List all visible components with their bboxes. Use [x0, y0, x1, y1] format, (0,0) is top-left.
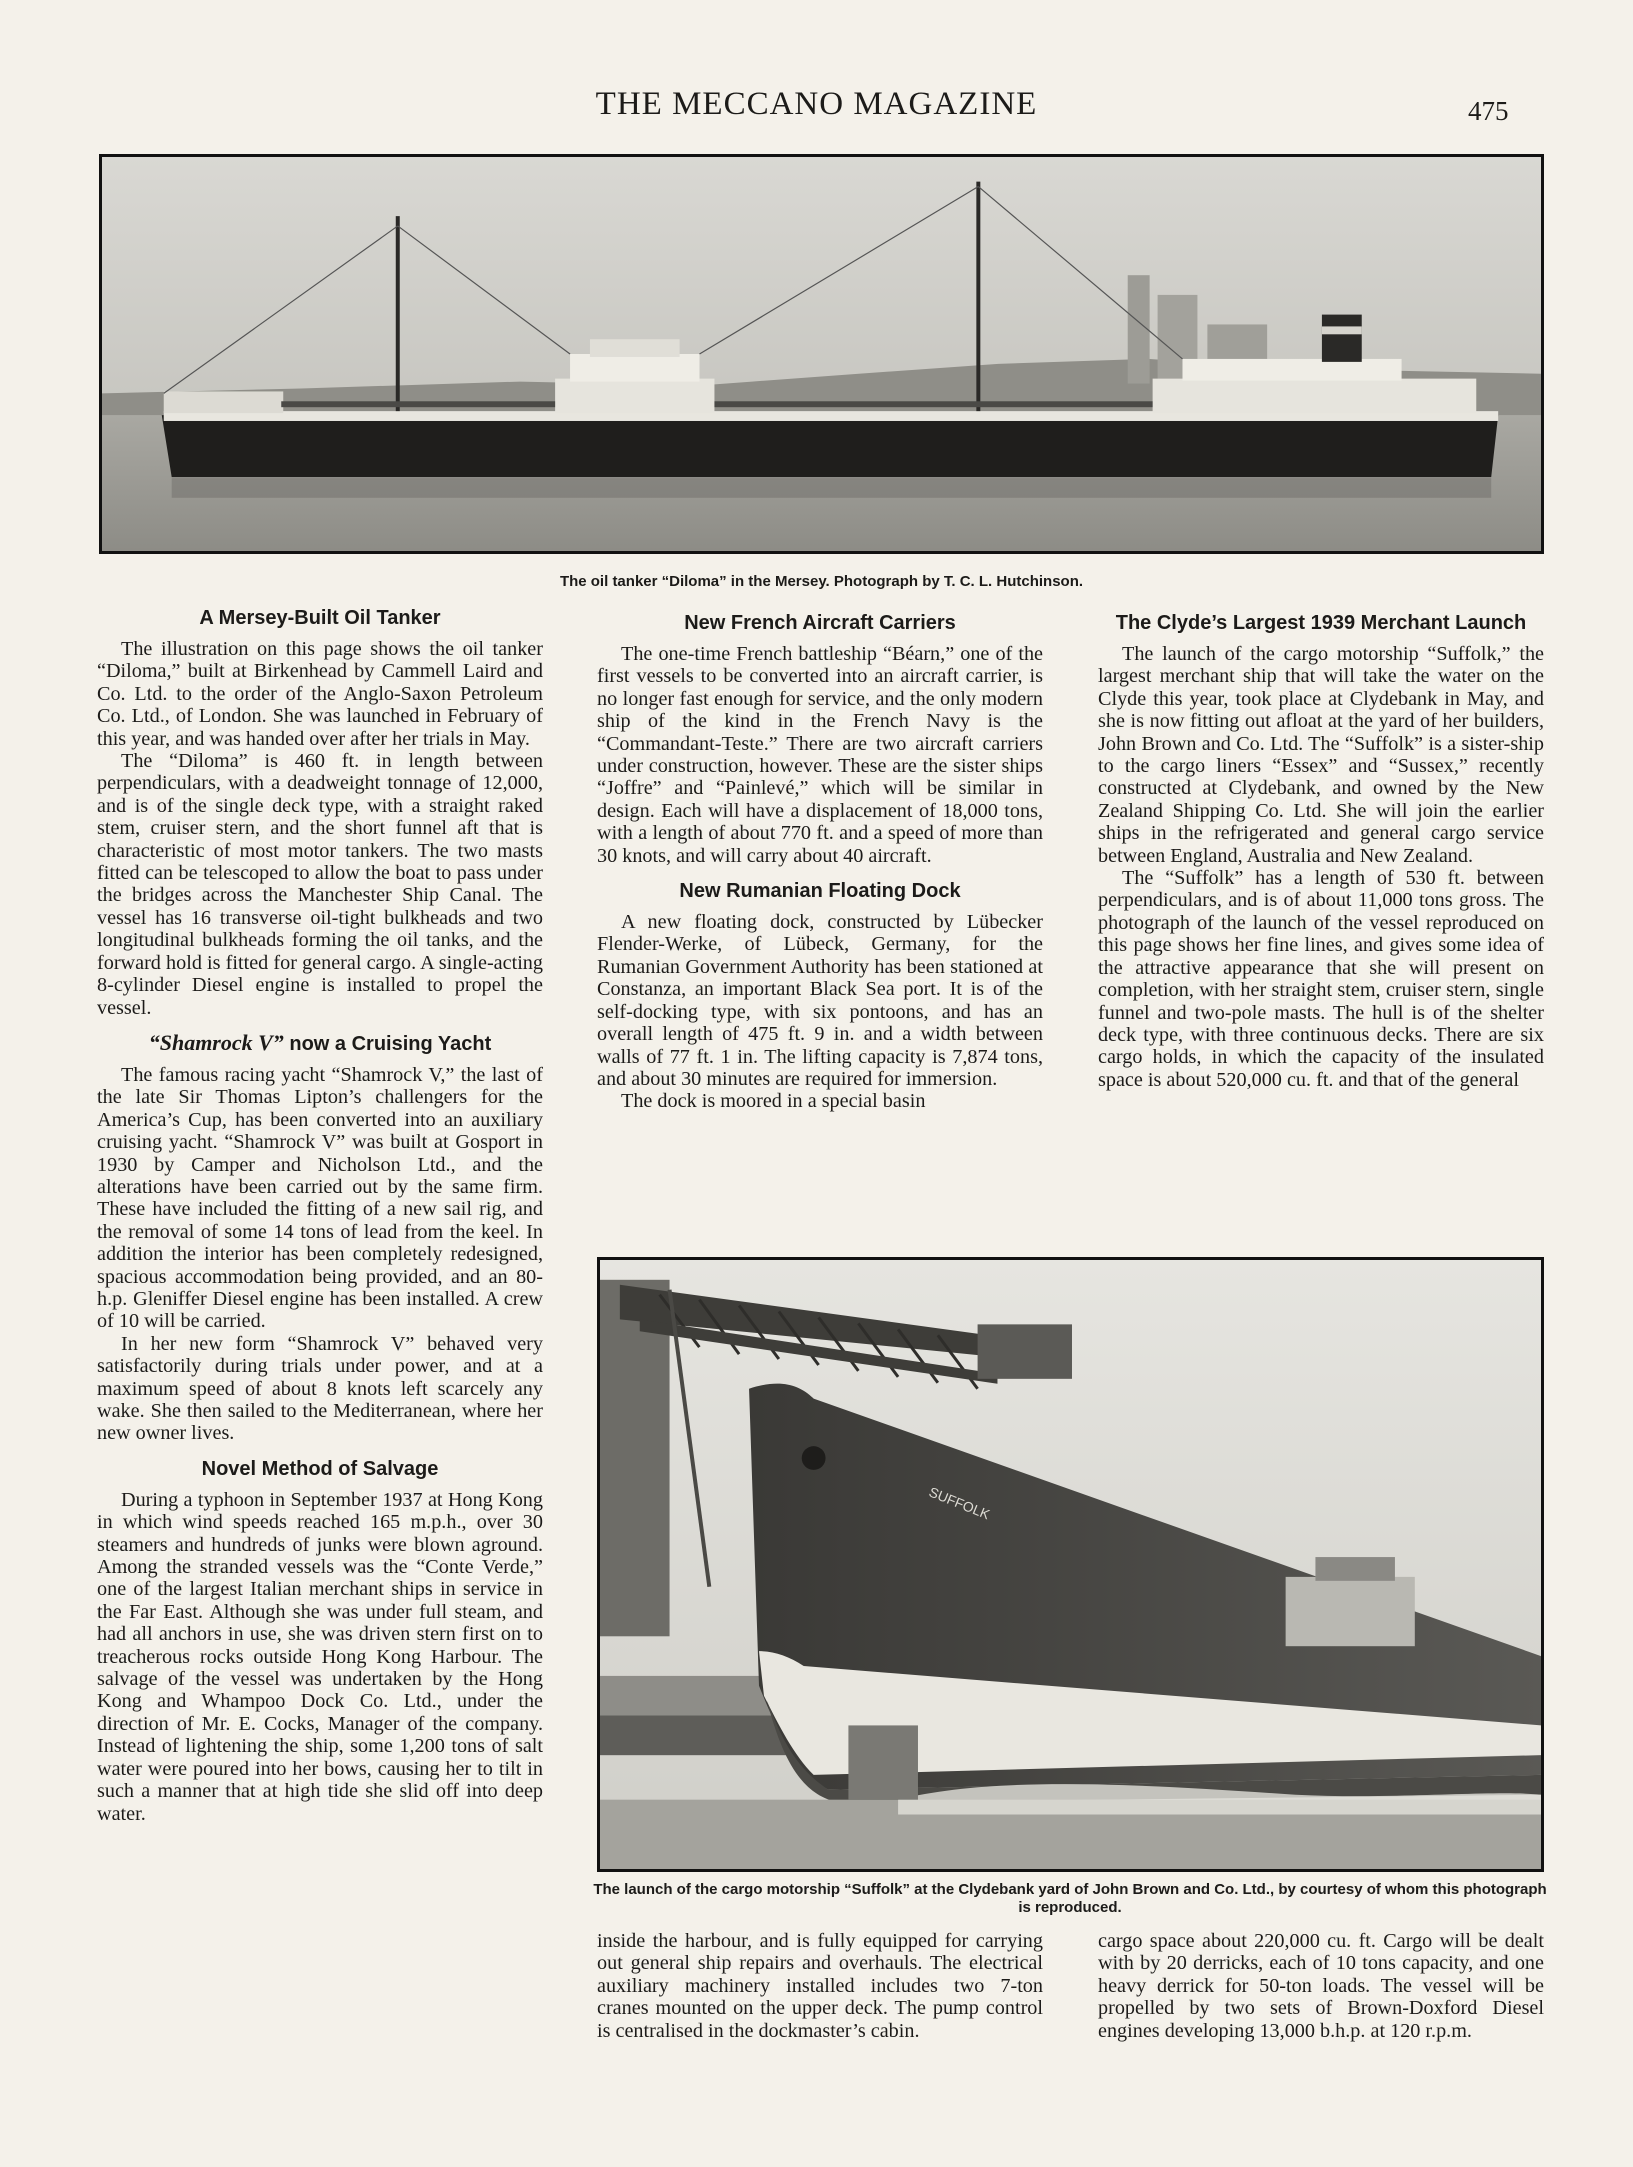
tanker-illustration	[102, 157, 1541, 551]
paragraph: The dock is moored in a special basin	[621, 1090, 926, 1113]
column-3-continued	[1098, 1930, 1544, 2042]
suffolk-launch-photo	[597, 1257, 1544, 1872]
paragraph: The one-time French battleship “Béarn,” one of the first vessels to be converted into an aircraft carrier, is no longer fast enough for service, and the only modern ship of the kind in the French Navy is the “Commandant-Teste.” There are two aircraft carriers under construction, however. These are the sister ships “Joffre” and “Painlevé,” which will be similar in design. Each will have a displacement of 18,000 tons, with a length of about 770 ft. and a speed of more than 30 knots, and will carry about 40 aircraft.	[597, 643, 1043, 867]
tanker-photo-caption: The oil tanker “Diloma” in the Mersey. Photograph by T. C. L. Hutchinson.	[559, 573, 1084, 590]
column-1	[97, 602, 543, 1825]
paragraph: The launch of the cargo motorship “Suffolk,” the largest merchant ship that will take the water on the Clyde this year, took place at Clydebank in May, and she is now fitting out afloat at the yard of her builders, John Brown and Co. Ltd. The “Suffolk” is a sister-ship to the cargo liners “Essex” and “Sussex,” recently constructed at Clydebank, and owned by the New Zealand Shipping Co. Ltd. She will join the earlier ships in the refrigerated and general cargo service between England, Australia and New Zealand.	[1098, 643, 1544, 867]
suffolk-illustration	[600, 1260, 1541, 1869]
paragraph: inside the harbour, and is fully equipped for carrying out general ship repairs and overhauls. The electrical auxiliary machinery installed includes two 7-ton cranes mounted on the upper deck. The pump control is centralised in the dockmaster’s cabin.	[597, 1930, 1043, 2042]
hull-name-text: SUFFOLK	[926, 1483, 993, 1523]
paragraph: The “Suffolk” has a length of 530 ft. between perpendiculars, and is of about 11,000 tons gross. The photograph of the launch of the vessel reproduced on this page shows her fine lines, and gives some idea of the attractive appearance that she will present on completion, with her straight stem, cruiser stern, single funnel and two-pole masts. The hull is of the shelter deck type, with three continuous decks. There are six cargo holds, in which the capacity of the insulated space is about 520,000 cu. ft. and that of the general	[1098, 867, 1544, 1091]
page-number: 475	[1468, 96, 1509, 126]
heading-shamrock-v-rest: now a Cruising Yacht	[283, 1032, 492, 1055]
suffolk-photo-caption: The launch of the cargo motorship “Suffolk” at the Clydebank yard of John Brown and Co. Ltd., by courtesy of whom this photograph is reproduced.	[593, 1881, 1547, 1916]
heading-shamrock-v-italic: “Shamrock V”	[148, 1029, 284, 1055]
paragraph: The famous racing yacht “Shamrock V,” the last of the late Sir Thomas Lipton’s challengers for the America’s Cup, has been converted into an auxiliary cruising yacht. “Shamrock V” was built at Gosport in 1930 by Camper and Nicholson Ltd., and the alterations have been carried out by the same firm. These have included the fitting of a new sail rig, and the removal of some 14 tons of lead from the keel. In addition the interior has been completely redesigned, spacious accommodation being provided, and an 80-h.p. Gleniffer Diesel engine has been installed. A crew of 10 will be carried.	[97, 1063, 543, 1333]
column-2-continued	[597, 1930, 1043, 2042]
paragraph: The “Diloma” is 460 ft. in length between perpendiculars, with a deadweight tonnage of 12,000, and is of the single deck type, with a straight raked stem, cruiser stern, and the short funnel aft that is characteristic of most motor tankers. The two masts fitted can be telescoped to allow the boat to pass under the bridges across the Manchester Ship Canal. The vessel has 16 transverse oil-tight bulkheads and two longitudinal bulkheads forming the oil tanks, and the forward hold is fitted for general cargo. A single-acting 8-cylinder Diesel engine is installed to propel the vessel.	[97, 750, 543, 1019]
heading-novel-salvage: Novel Method of Salvage	[201, 1457, 439, 1480]
paragraph: In her new form “Shamrock V” behaved very satisfactorily during trials under power, and at a maximum speed of about 8 knots left scarcely any wake. She then sailed to the Mediterranean, where her new owner lives.	[97, 1332, 543, 1445]
heading-clyde-launch: The Clyde’s Largest 1939 Merchant Launch	[1115, 612, 1527, 634]
tanker-photo	[99, 154, 1544, 554]
running-title: THE MECCANO MAGAZINE	[595, 86, 1038, 122]
heading-french-aircraft-carriers: New French Aircraft Carriers	[684, 612, 956, 634]
heading-shamrock-v	[97, 1031, 543, 1056]
paragraph: The illustration on this page shows the oil tanker “Diloma,” built at Birkenhead by Cammell Laird and Co. Ltd. to the order of the Anglo-Saxon Petroleum Co. Ltd., of London. She was launched in February of this year, and was handed over after her trials in May.	[97, 638, 543, 750]
column-2	[597, 607, 1043, 1113]
heading-rumanian-floating-dock: New Rumanian Floating Dock	[679, 880, 961, 903]
heading-mersey-oil-tanker: A Mersey-Built Oil Tanker	[199, 607, 441, 629]
paragraph: During a typhoon in September 1937 at Hong Kong in which wind speeds reached 165 m.p.h., over 30 steamers and hundreds of junks were blown aground. Among the stranded vessels was the “Conte Verde,” one of the largest Italian merchant ships in service in the Far East. Although she was under full steam, and had all anchors in use, she was driven stern first on to treacherous rocks outside Hong Kong Harbour. The salvage of the vessel was undertaken by the Hong Kong and Whampoo Dock Co. Ltd., under the direction of Mr. E. Cocks, Manager of the company. Instead of lightening the ship, some 1,200 tons of salt water were poured into her bows, causing her to tilt in such a manner that at high tide she slid off into deep water.	[97, 1488, 543, 1825]
paragraph: A new floating dock, constructed by Lübecker Flender-Werke, of Lübeck, Germany, for the Rumanian Government Authority has been stationed at Constanza, an important Black Sea port. It is of the self-docking type, with six pontoons, and has an overall length of 475 ft. 9 in. and a width between walls of 77 ft. 1 in. The lifting capacity is 7,874 tons, and about 30 minutes are required for immersion.	[597, 911, 1043, 1090]
column-3	[1098, 607, 1544, 1091]
paragraph: cargo space about 220,000 cu. ft. Cargo will be dealt with by 20 derricks, each of 10 tons capacity, and one heavy derrick for 50-ton loads. The vessel will be propelled by two sets of Brown-Doxford Diesel engines developing 13,000 b.h.p. at 120 r.p.m.	[1098, 1930, 1544, 2042]
